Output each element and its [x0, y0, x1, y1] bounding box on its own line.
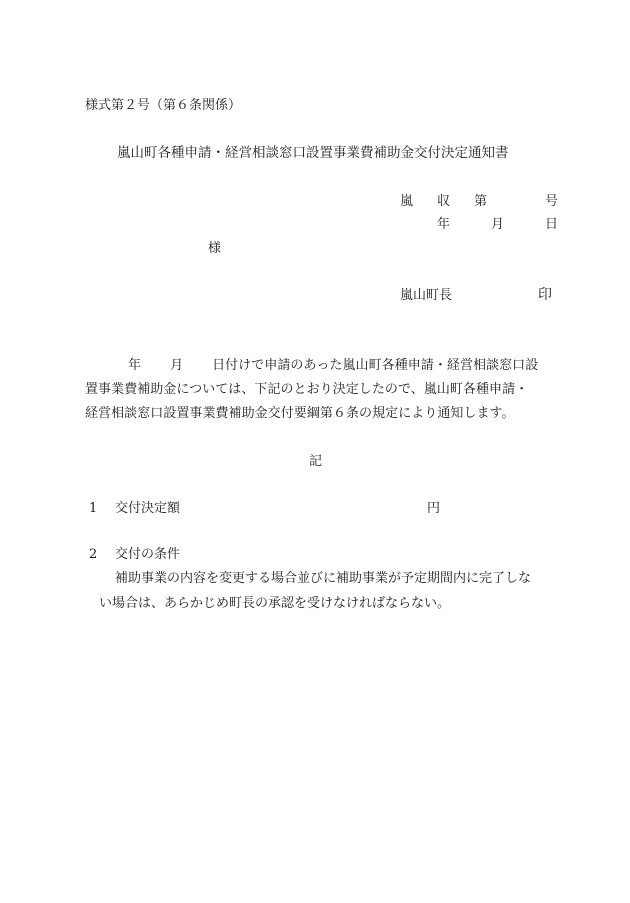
body-line-3: 経営相談窓口設置事業費補助金交付要綱第６条の規定により通知します。	[85, 406, 515, 421]
item-2-number: 2	[89, 547, 98, 562]
item-1-unit: 円	[427, 501, 441, 516]
condition-line-2: い場合は、あらかじめ町長の承認を受けなければならない。	[99, 596, 451, 611]
seal-mark: 印	[538, 287, 552, 303]
doc-number-suffix: 号	[544, 194, 558, 209]
doc-number-prefix-2: 収	[437, 194, 451, 209]
body-line-1	[85, 359, 538, 372]
document-number	[400, 195, 558, 208]
body-month: 月	[170, 358, 184, 373]
item-2-label: 交付の条件	[115, 547, 181, 562]
document-date	[437, 218, 558, 231]
body-year: 年	[128, 358, 142, 373]
document-title: 嵐山町各種申請・経営相談窓口設置事業費補助金交付決定通知書	[117, 145, 509, 161]
body-line-1-text: 日付けで申請のあった嵐山町各種申請・経営相談窓口設	[212, 358, 539, 373]
condition-line-1: 補助事業の内容を変更する場合並びに補助事業が予定期間内に完了しな	[115, 571, 532, 586]
body-line-2: 置事業費補助金については、下記のとおり決定したので、嵐山町各種申請・	[85, 382, 529, 397]
date-year: 年	[437, 217, 451, 232]
doc-number-prefix-3: 第	[474, 194, 488, 209]
doc-number-prefix-1: 嵐	[400, 194, 414, 209]
addressee-honorific: 様	[208, 241, 222, 256]
item-1-number: 1	[89, 501, 98, 516]
ki-heading: 記	[309, 454, 323, 469]
issuer: 嵐山町長	[400, 288, 453, 303]
date-month: 月	[490, 217, 504, 232]
form-label: 様式第２号（第６条関係）	[85, 98, 242, 113]
item-1-label: 交付決定額	[115, 501, 181, 516]
date-day: 日	[544, 217, 558, 232]
